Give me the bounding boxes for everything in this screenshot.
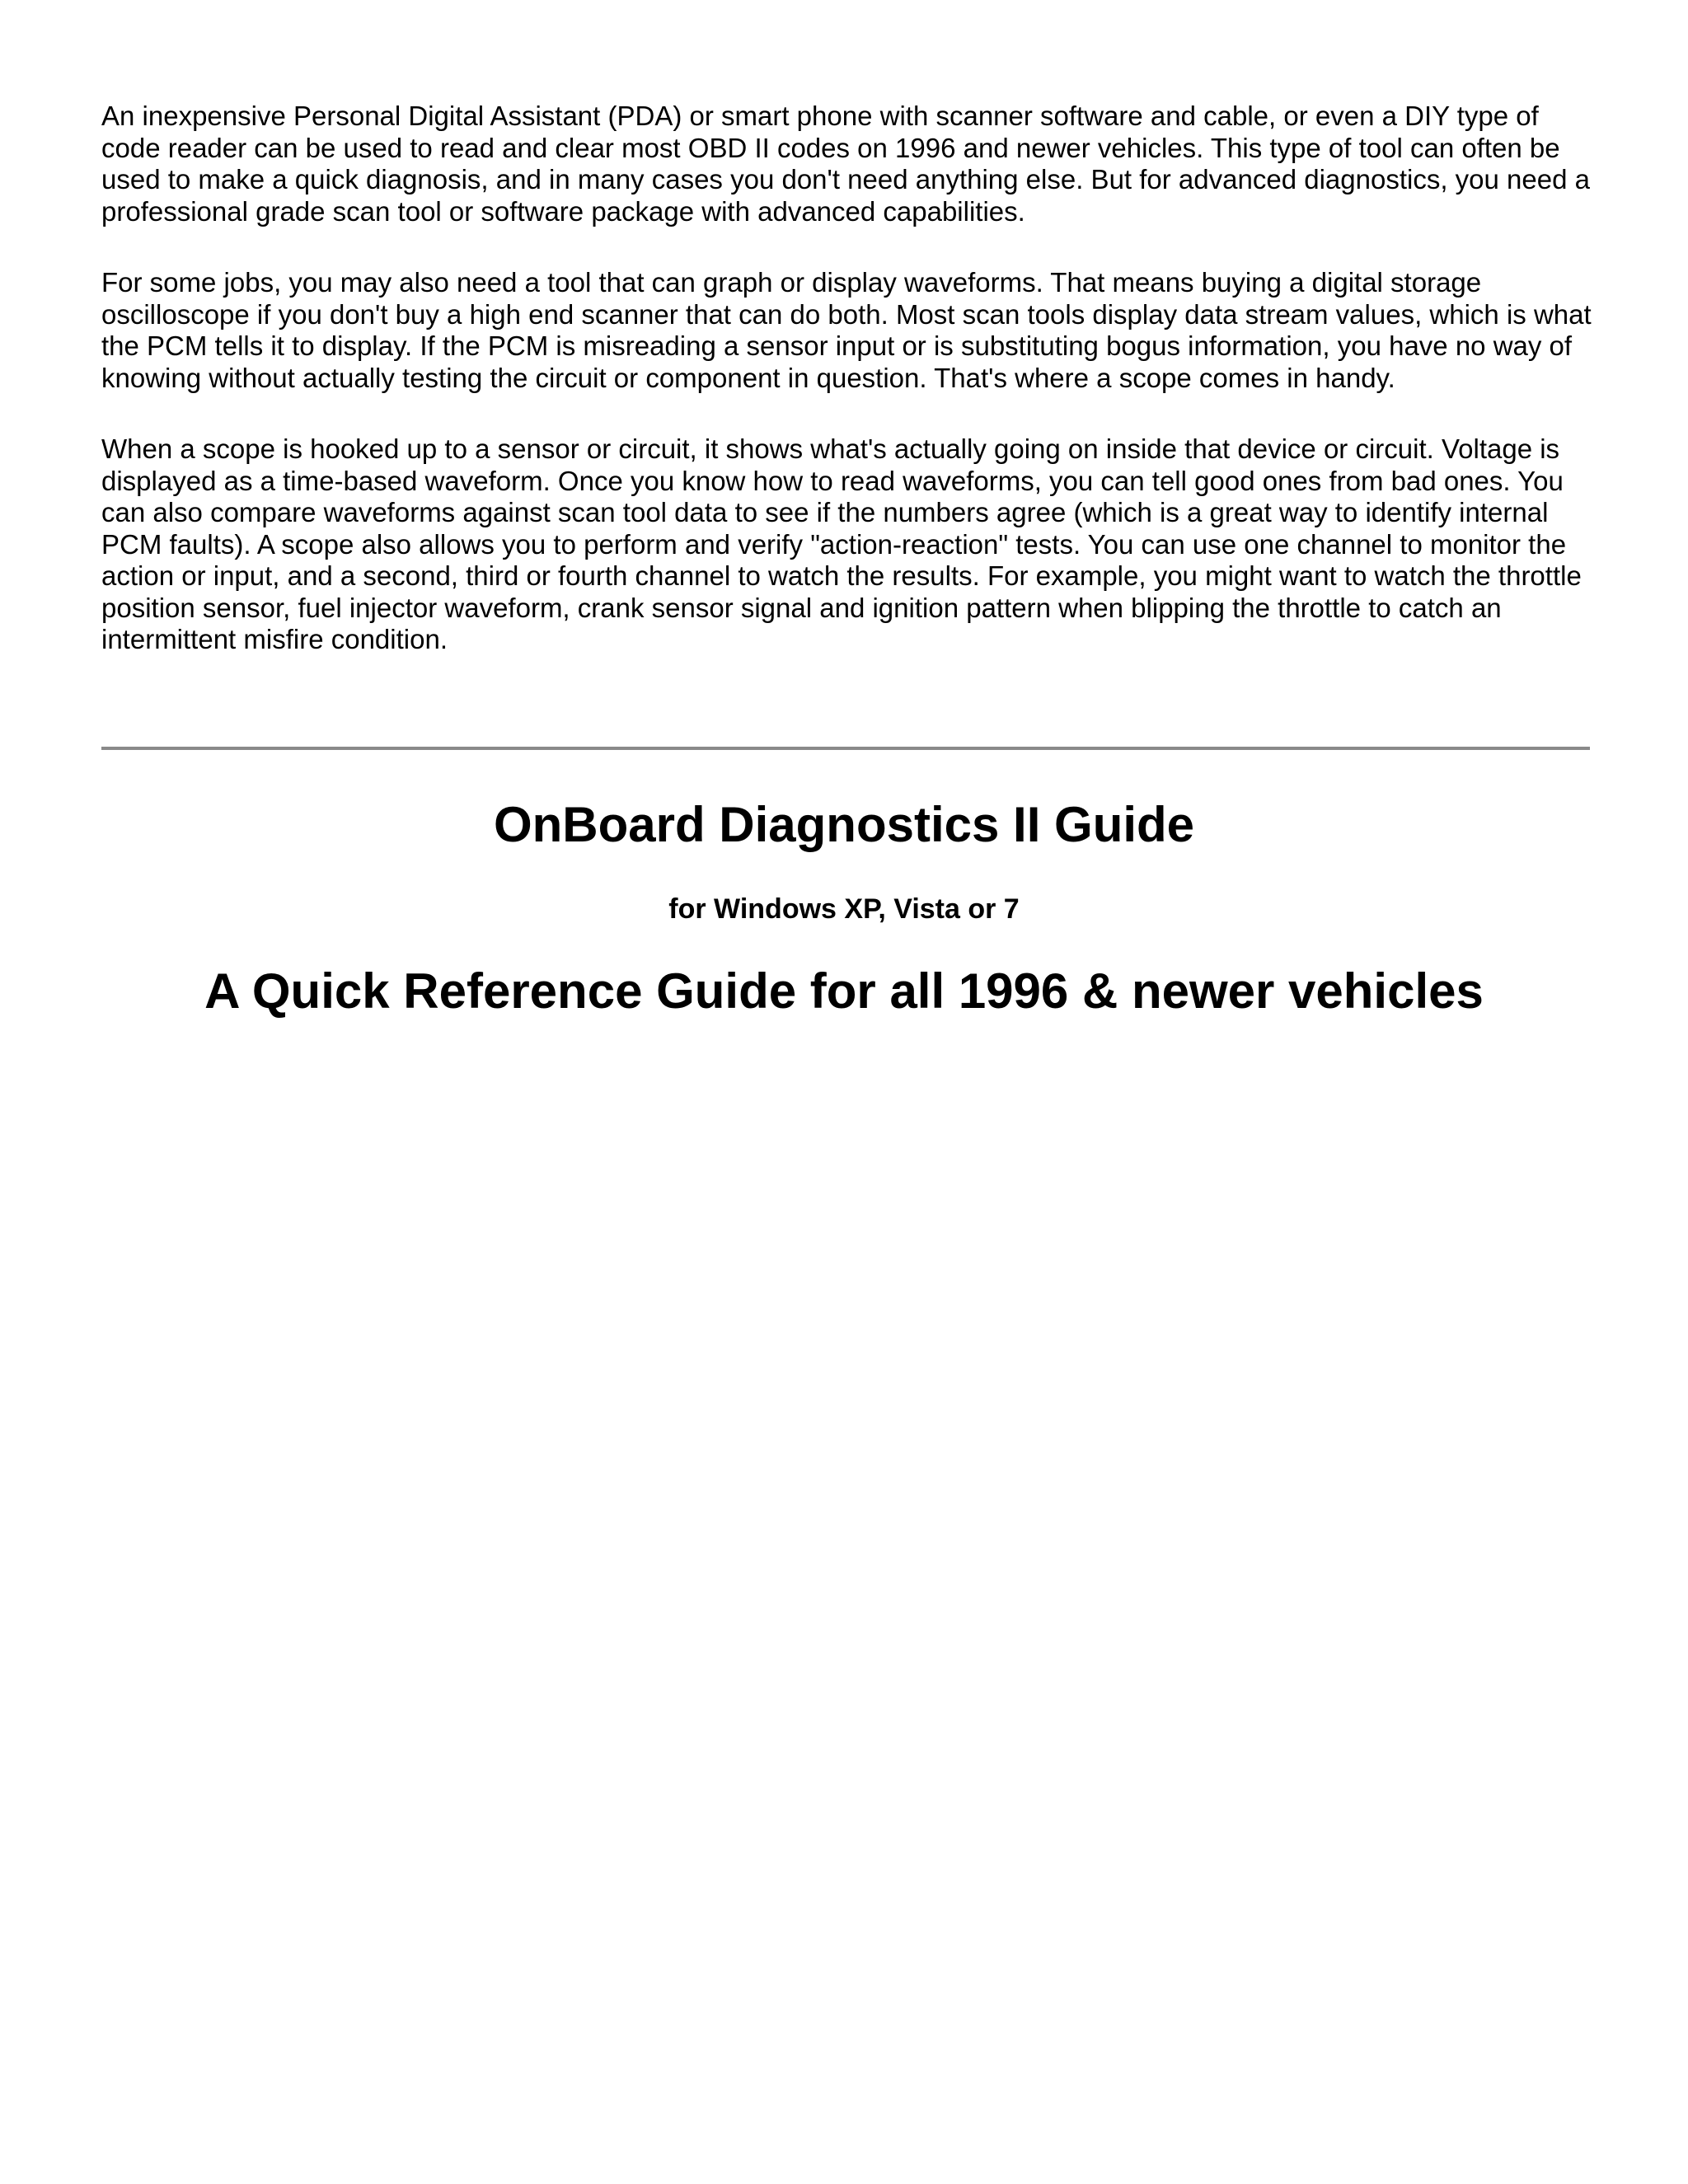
paragraph-pda-scanners: An inexpensive Personal Digital Assistant (PDA) or smart phone with scanner software and cable, or even a DIY type of code reader can be used to read and clear most OBD II codes on 1996 and newer vehicles. This type of tool can often be used to make a quick diagnosis, and in many cases you don't need anything else. But for advanced diagnostics, you need a professional grade scan tool or software package with advanced capabilities.	[101, 101, 1590, 227]
guide-title: OnBoard Diagnostics II Guide	[493, 797, 1195, 852]
guide-subtitle: for Windows XP, Vista or 7	[668, 893, 1020, 925]
paragraph-oscilloscope-need: For some jobs, you may also need a tool that can graph or display waveforms. That means buying a digital storage oscilloscope if you don't buy a high end scanner that can do both. Most scan tools display data stream values, which is what the PCM tells it to display. If the PCM is misreading a sensor input or is substituting bogus information, you have no way of knowing without actually testing the circuit or component in question. That's where a scope comes in handy.	[101, 267, 1592, 393]
guide-tagline: A Quick Reference Guide for all 1996 & newer vehicles	[204, 963, 1484, 1019]
section-divider	[101, 747, 1590, 750]
paragraph-scope-usage: When a scope is hooked up to a sensor or circuit, it shows what's actually going on inside that device or circuit. Voltage is displayed as a time-based waveform. Once you know how to read waveforms, you can tell good ones from bad ones. You can also compare waveforms against scan tool data to see if the numbers agree (which is a great way to identify internal PCM faults). A scope also allows you to perform and verify "action-reaction" tests. You can use one channel to monitor the action or input, and a second, third or fourth channel to watch the results. For example, you might want to watch the throttle position sensor, fuel injector waveform, crank sensor signal and ignition pattern when blipping the throttle to catch an intermittent misfire condition.	[101, 434, 1582, 654]
